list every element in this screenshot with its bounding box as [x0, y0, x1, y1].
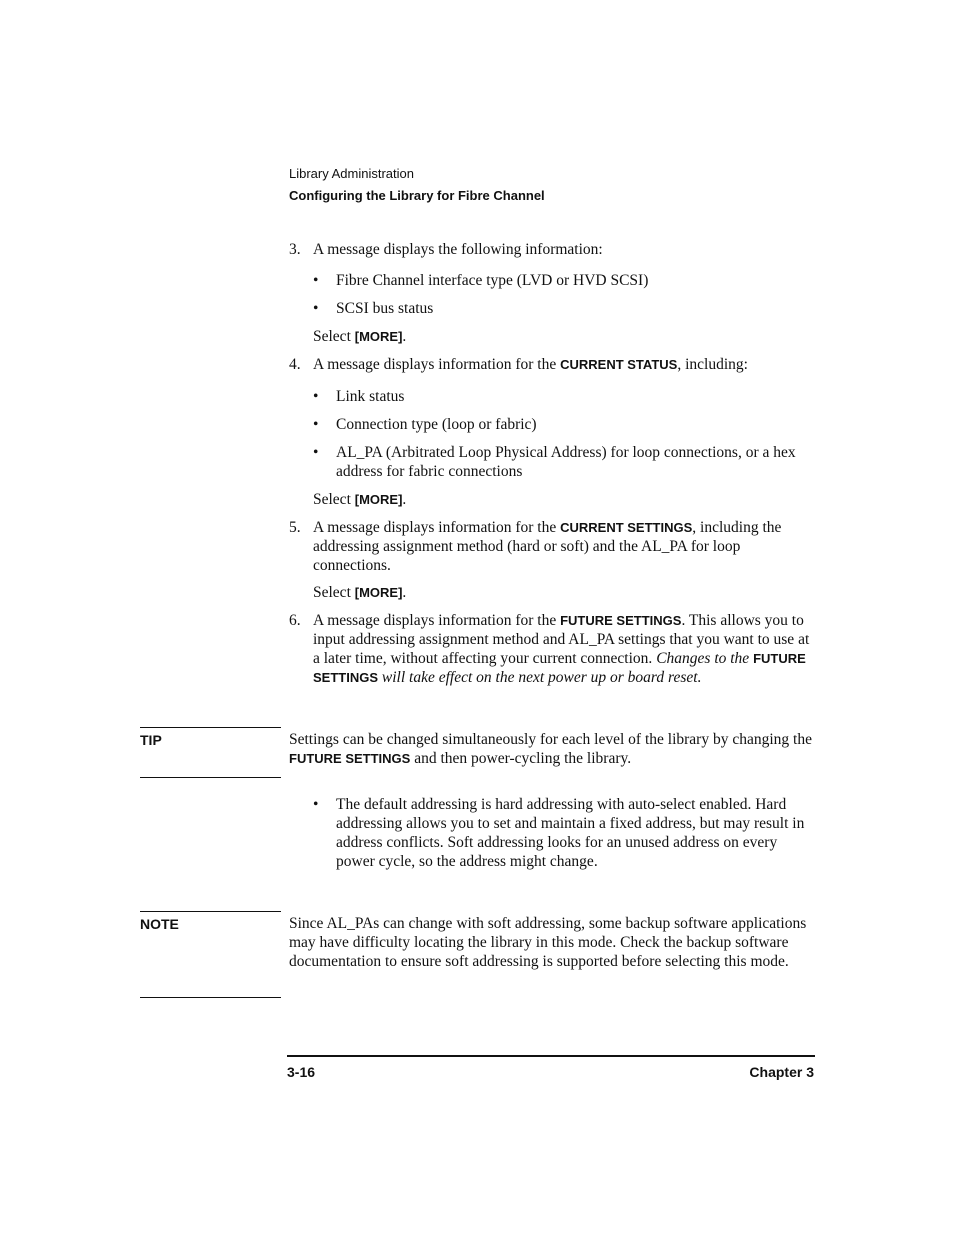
step-6-text	[313, 611, 818, 687]
step-3-bullet-1: Fibre Channel interface type (LVD or HVD SCSI)	[336, 272, 649, 289]
step-4-number: 4.	[289, 356, 301, 373]
bullet-icon: •	[313, 416, 319, 433]
tip-post: and then power-cycling the library.	[410, 750, 632, 767]
tip-top-rule	[140, 727, 281, 728]
step-4-post: , including:	[677, 356, 748, 373]
select-prefix: Select	[313, 584, 355, 601]
select-suffix: .	[402, 328, 407, 345]
step-4-bullet-1: Link status	[336, 388, 405, 405]
more-key: [MORE]	[354, 492, 403, 507]
future-settings-key: FUTURE SETTINGS	[560, 613, 682, 628]
select-suffix: .	[402, 584, 407, 601]
select-prefix: Select	[313, 328, 355, 345]
bullet-icon: •	[313, 300, 319, 317]
tip-text	[289, 730, 814, 768]
select-prefix: Select	[313, 491, 355, 508]
step-6-italic-1: Changes to the	[656, 650, 754, 667]
step-3-number: 3.	[289, 241, 301, 258]
step-4-select	[313, 490, 818, 509]
more-key: [MORE]	[354, 329, 403, 344]
step-5-select	[313, 583, 818, 602]
chapter-label: Chapter 3	[749, 1064, 814, 1080]
future-settings-key: FUTURE SETTINGS	[313, 651, 806, 685]
running-header-section: Library Administration	[289, 166, 414, 181]
step-3-text: A message displays the following information:	[313, 241, 603, 258]
tip-bottom-rule	[140, 777, 281, 778]
tip-pre: Settings can be changed simultaneously for each level of the library by changing the	[289, 731, 812, 748]
step-6-post: . This allows you to input addressing assignment method and AL_PA settings that you want to use at a later time, without affecting your current connection.	[313, 612, 810, 667]
step-5-pre: A message displays information for the	[313, 519, 561, 536]
current-status-key: CURRENT STATUS	[560, 357, 678, 372]
bullet-icon: •	[313, 272, 319, 289]
future-settings-key: FUTURE SETTINGS	[289, 751, 411, 766]
select-suffix: .	[402, 491, 407, 508]
note-label: NOTE	[140, 916, 179, 932]
running-header-subsection: Configuring the Library for Fibre Channel	[289, 188, 545, 203]
note-text: Since AL_PAs can change with soft addressing, some backup software applications may have difficulty locating the library in this mode. Check the backup software documentation to ensure soft addressing is supported before selecting this mode.	[289, 915, 807, 970]
current-settings-key: CURRENT SETTINGS	[560, 520, 693, 535]
bullet-icon: •	[313, 388, 319, 405]
page-number: 3-16	[287, 1064, 316, 1080]
step-5-post: , including the addressing assignment method (hard or soft) and the AL_PA for loop connections.	[313, 519, 782, 574]
step-4-pre: A message displays information for the	[313, 356, 561, 373]
tip-label: TIP	[140, 732, 162, 748]
step-4-text	[313, 355, 818, 374]
step-3-bullet-2: SCSI bus status	[336, 300, 434, 317]
step-6-number: 6.	[289, 612, 301, 629]
bullet-icon: •	[313, 444, 319, 461]
step-4-bullet-3: AL_PA (Arbitrated Loop Physical Address) for loop connections, or a hex address for fabric connections	[336, 444, 796, 480]
step-5-number: 5.	[289, 519, 301, 536]
more-key: [MORE]	[354, 585, 403, 600]
note-top-rule	[140, 911, 281, 912]
note-bottom-rule	[140, 997, 281, 998]
step-5-text	[313, 518, 818, 575]
footer-rule	[287, 1055, 815, 1057]
step-4-bullet-2: Connection type (loop or fabric)	[336, 416, 537, 433]
step-3-select	[313, 327, 818, 346]
bullet-icon: •	[313, 796, 319, 813]
step-6-pre: A message displays information for the	[313, 612, 561, 629]
step-6-italic-2: will take effect on the next power up or board reset.	[378, 669, 702, 686]
default-addressing-bullet: The default addressing is hard addressing with auto-select enabled. Hard addressing allows you to set and maintain a fixed address, but may result in address conflicts. Soft addressing looks for an unused address on every power cycle, so the address might change.	[336, 796, 805, 870]
